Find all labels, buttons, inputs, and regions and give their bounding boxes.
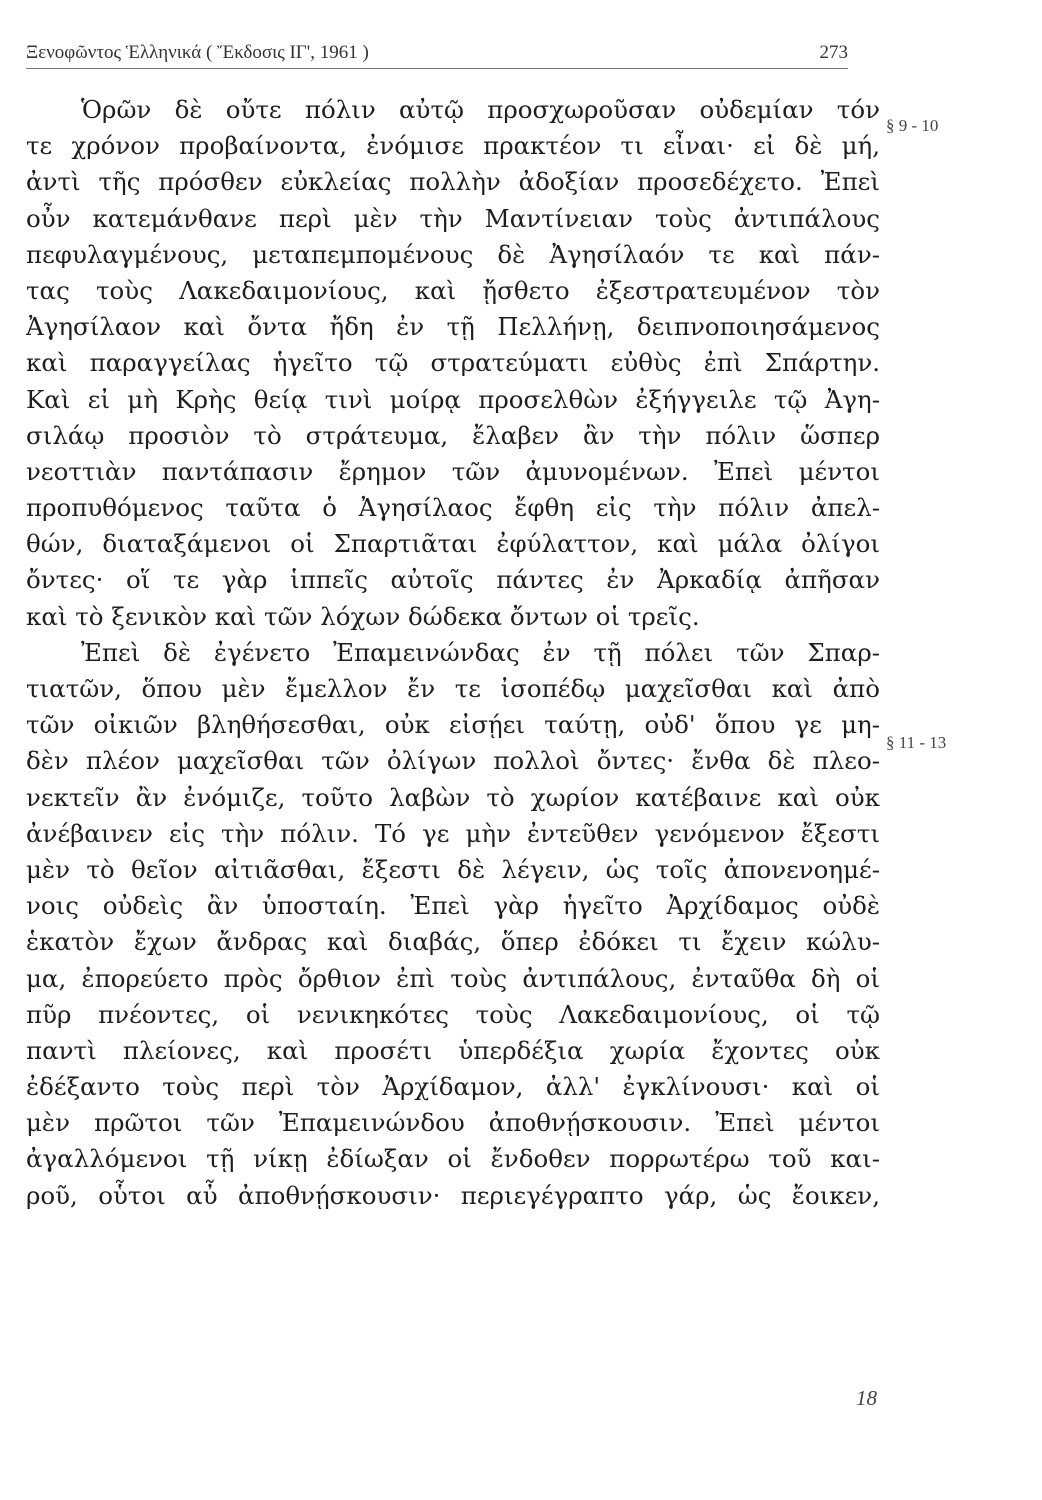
text-line: παντὶ πλείονες, καὶ προσέτι ὑπερδέξια χωρία ἔχοντες οὐκ [26,1035,880,1065]
text-line: σιλάῳ προσιὸν τὸ στράτευμα, ἔλαβεν ἂν τὴν πόλιν ὥσπερ [26,420,880,450]
text-line: μα, ἐπορεύετο πρὸς ὄρθιον ἐπὶ τοὺς ἀντιπάλους, ἐνταῦθα δὴ οἱ [26,963,880,993]
text-line: θών, διαταξάμενοι οἱ Σπαρτιᾶται ἐφύλαττον, καὶ μάλα ὀλίγοι [26,529,880,559]
text-line: ἐδέξαντο τοὺς περὶ τὸν Ἀρχίδαμον, ἀλλ' ἐγκλίνουσι· καὶ οἱ [26,1072,880,1102]
text-line: μὲν τὸ θεῖον αἰτιᾶσθαι, ἔξεστι δὲ λέγειν, ὡς τοῖς ἀπονενοημέ- [26,854,880,884]
text-line: ὄντες· οἵ τε γὰρ ἱππεῖς αὐτοῖς πάντες ἐν Ἀρκαδίᾳ ἀπῆσαν [26,565,880,595]
text-line: καὶ τὸ ξενικὸν καὶ τῶν λόχων δώδεκα ὄντων οἱ τρεῖς. [26,601,700,631]
text-line: Ἀγησίλαον καὶ ὄντα ἤδη ἐν τῇ Πελλήνῃ, δειπνοποιησάμενος [26,312,880,342]
text-line: προπυθόμενος ταῦτα ὁ Ἀγησίλαος ἔφθη εἰς τὴν πόλιν ἀπελ- [26,493,880,523]
text-line: ἑκατὸν ἔχων ἄνδρας καὶ διαβάς, ὅπερ ἐδόκει τι ἔχειν κώλυ- [26,927,880,957]
page-number: 273 [819,42,848,63]
text-line: ροῦ, οὗτοι αὖ ἀποθνῄσκουσιν· περιεγέγραπτο γάρ, ὡς ἔοικεν, [26,1180,880,1210]
text-line: ἀνέβαινεν εἰς τὴν πόλιν. Τό γε μὴν ἐντεῦθεν γενόμενον ἔξεστι [26,818,880,848]
running-header [26,38,848,69]
signature-number: 18 [856,1386,877,1410]
text-line: οὖν κατεμάνθανε περὶ μὲν τὴν Μαντίνειαν τοὺς ἀντιπάλους [26,203,880,233]
text-line: τιατῶν, ὅπου μὲν ἔμελλον ἔν τε ἰσοπέδῳ μαχεῖσθαι καὶ ἀπὸ [26,674,880,703]
text-line: πεφυλαγμένους, μεταπεμπομένους δὲ Ἀγησίλαόν τε καὶ πάν- [26,239,880,269]
text-line: ἀγαλλόμενοι τῇ νίκῃ ἐδίωξαν οἱ ἔνδοθεν πορρωτέρω τοῦ και- [26,1144,880,1174]
text-line: Ὁρῶν δὲ οὔτε πόλιν αὐτῷ προσχωροῦσαν οὐδεμίαν τόν [81,95,880,124]
text-line: Καὶ εἰ μὴ Κρὴς θείᾳ τινὶ μοίρᾳ προσελθὼν ἐξήγγειλε τῷ Ἀγη- [26,384,880,414]
text-line: νεκτεῖν ἂν ἐνόμιζε, τοῦτο λαβὼν τὸ χωρίον κατέβαινε καὶ οὐκ [26,782,880,812]
running-title: Ξενοφῶντος Ἑλληνικά ( Ἔκδοσις ΙΓ', 1961 ) [26,42,369,63]
text-line: Ἐπεὶ δὲ ἐγένετο Ἐπαμεινώνδας ἐν τῇ πόλει τῶν Σπαρ- [81,637,880,667]
margin-note-section-9-10: § 9 - 10 [886,116,939,135]
text-line: τας τοὺς Λακεδαιμονίους, καὶ ᾔσθετο ἐξεστρατευμένον τὸν [26,275,880,305]
text-line: νεοττιὰν παντάπασιν ἔρημον τῶν ἀμυνομένων. Ἐπεὶ μέντοι [26,456,880,486]
paragraph-1 [26,92,880,635]
main-text [26,92,880,1214]
text-line: πῦρ πνέοντες, οἱ νενικηκότες τοὺς Λακεδαιμονίους, οἱ τῷ [26,999,880,1029]
text-line: καὶ παραγγείλας ἡγεῖτο τῷ στρατεύματι εὐθὺς ἐπὶ Σπάρτην. [26,348,880,378]
text-line: δὲν πλέον μαχεῖσθαι τῶν ὀλίγων πολλοὶ ὄντες· ἔνθα δὲ πλεο- [26,746,880,776]
text-line: τε χρόνον προβαίνοντα, ἐνόμισε πρακτέον τι εἶναι· εἰ δὲ μή, [26,131,880,161]
margin-note-section-11-13: § 11 - 13 [886,733,947,752]
text-line: νοις οὐδεὶς ἂν ὑποσταίη. Ἐπεὶ γὰρ ἡγεῖτο Ἀρχίδαμος οὐδὲ [26,891,880,921]
text-line: ἀντὶ τῆς πρόσθεν εὐκλείας πολλὴν ἀδοξίαν προσεδέχετο. Ἐπεὶ [26,167,880,197]
paragraph-2 [26,635,880,1214]
text-line: τῶν οἰκιῶν βληθήσεσθαι, οὐκ εἰσῄει ταύτῃ, οὐδ' ὅπου γε μη- [26,710,880,740]
text-line: μὲν πρῶτοι τῶν Ἐπαμεινώνδου ἀποθνῄσκουσιν. Ἐπεὶ μέντοι [26,1108,880,1138]
